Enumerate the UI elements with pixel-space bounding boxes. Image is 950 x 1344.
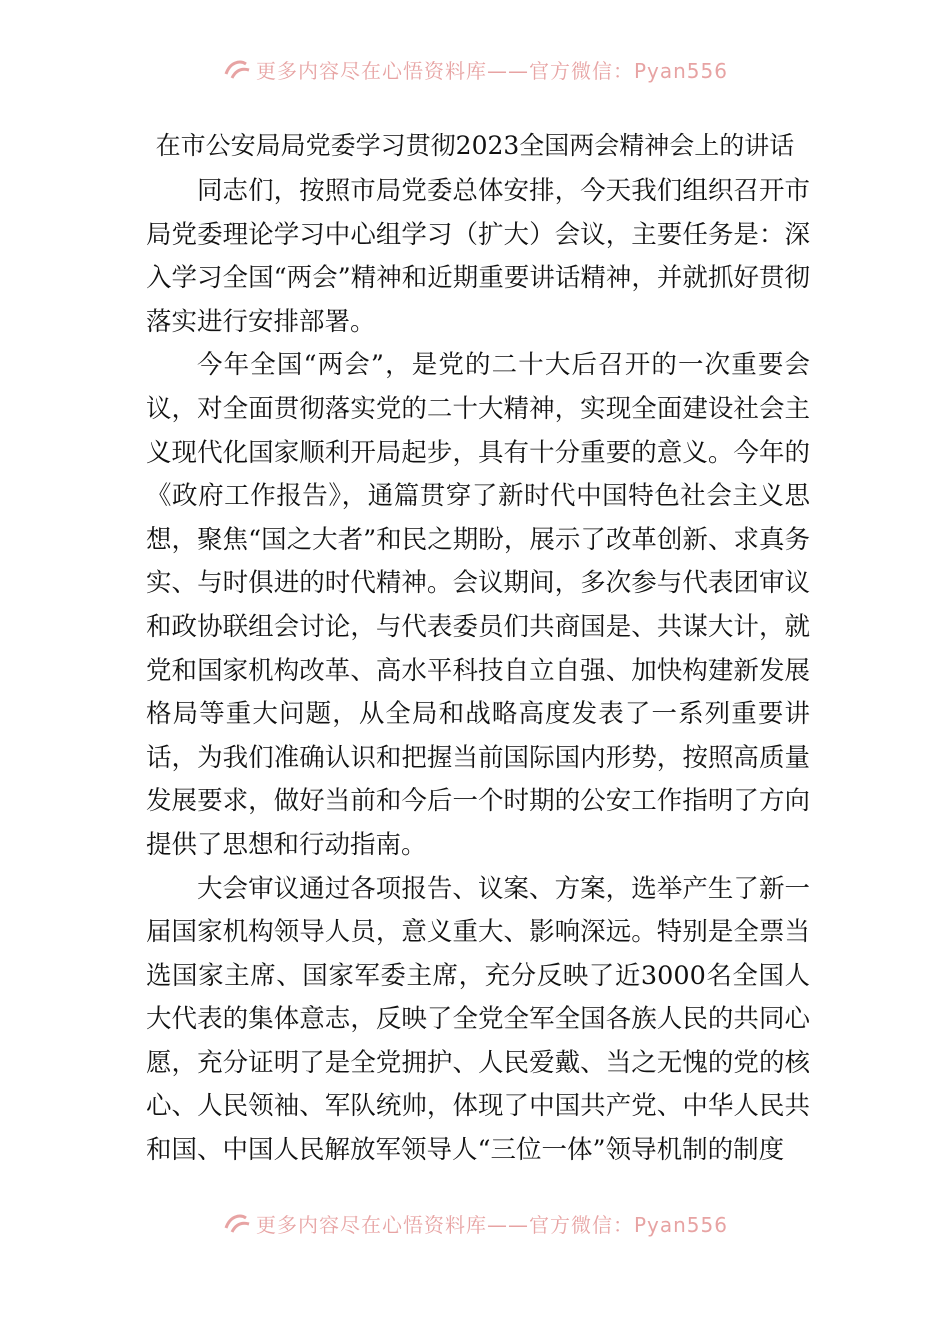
- watermark-text: 更多内容尽在心悟资料库——官方微信：Pyan556: [255, 58, 728, 83]
- footer-watermark: [0, 1208, 950, 1238]
- brand-logo-icon: [222, 56, 252, 82]
- document-title: 在市公安局局党委学习贯彻2023全国两会精神会上的讲话: [155, 131, 795, 160]
- brand-logo-icon: [222, 1210, 252, 1236]
- document-body: [146, 170, 810, 1173]
- paragraph: 同志们，按照市局党委总体安排，今天我们组织召开市局党委理论学习中心组学习（扩大）会议，主要任务是：深入学习全国“两会”精神和近期重要讲话精神，并就抓好贯彻落实进行安排部署。: [146, 176, 810, 337]
- header-watermark: [0, 54, 950, 84]
- watermark-text: 更多内容尽在心悟资料库——官方微信：Pyan556: [255, 1212, 728, 1237]
- paragraph: 大会审议通过各项报告、议案、方案，选举产生了新一届国家机构领导人员，意义重大、影响深远。特别是全票当选国家主席、国家军委主席，充分反映了近3000名全国人大代表的集体意志，反映了全党全军全国各族人民的共同心愿，充分证明了是全党拥护、人民爱戴、当之无愧的党的核心、人民领袖、军队统帅，体现了中国共产党、中华人民共和国、中国人民解放军领导人“三位一体”领导机制的制度: [146, 873, 810, 1166]
- paragraph: 今年全国“两会”，是党的二十大后召开的一次重要会议，对全面贯彻落实党的二十大精神，实现全面建设社会主义现代化国家顺利开局起步，具有十分重要的意义。今年的《政府工作报告》，通篇贯穿了新时代中国特色社会主义思想，聚焦“国之大者”和民之期盼，展示了改革创新、求真务实、与时俱进的时代精神。会议期间，多次参与代表团审议和政协联组会讨论，与代表委员们共商国是、共谋大计，就党和国家机构改革、高水平科技自立自强、加快构建新发展格局等重大问题，从全局和战略高度发表了一系列重要讲话，为我们准确认识和把握当前国际国内形势，按照高质量发展要求，做好当前和今后一个时期的公安工作指明了方向提供了思想和行动指南。: [146, 350, 810, 860]
